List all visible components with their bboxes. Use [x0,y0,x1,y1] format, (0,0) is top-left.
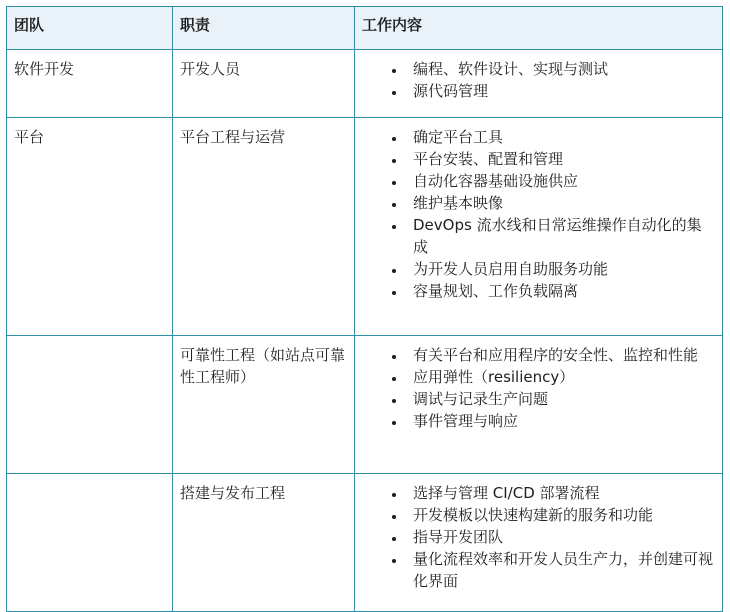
list-item: • 平台安装、配置和管理 [406,148,715,170]
work-cell [355,336,723,474]
header-team: 团队 [7,7,173,50]
header-work: 工作内容 [355,7,723,50]
list-item: • 开发模板以快速构建新的服务和功能 [406,504,715,526]
header-row [7,7,723,50]
list-item: • 确定平台工具 [406,126,715,148]
list-item: • DevOps 流水线和日常运维操作自动化的集成 [406,214,715,258]
list-item: • 源代码管理 [406,80,715,102]
list-item: • 量化流程效率和开发人员生产力，并创建可视化界面 [406,548,715,592]
list-item: • 应用弹性（resiliency） [406,366,715,388]
table-row-build-release [7,474,723,612]
table-row-platform [7,118,723,336]
work-cell [355,474,723,612]
table-body [7,50,723,612]
work-list [362,58,715,102]
list-item: • 维护基本映像 [406,192,715,214]
role-cell: 搭建与发布工程 [173,474,355,612]
list-item: • 选择与管理 CI/CD 部署流程 [406,482,715,504]
team-cell [7,336,173,474]
work-list [362,482,715,592]
role-cell: 开发人员 [173,50,355,118]
role-cell: 平台工程与运营 [173,118,355,336]
list-item: • 调试与记录生产问题 [406,388,715,410]
list-item: • 编程、软件设计、实现与测试 [406,58,715,80]
list-item: • 有关平台和应用程序的安全性、监控和性能 [406,344,715,366]
table-row-software-development [7,50,723,118]
header-role: 职责 [173,7,355,50]
table-row-reliability-engineering [7,336,723,474]
work-list [362,344,715,432]
role-cell: 可靠性工程（如站点可靠性工程师） [173,336,355,474]
work-cell [355,118,723,336]
list-item: • 容量规划、工作负载隔离 [406,280,715,302]
team-cell: 软件开发 [7,50,173,118]
list-item: • 为开发人员启用自助服务功能 [406,258,715,280]
list-item: • 指导开发团队 [406,526,715,548]
work-list [362,126,715,302]
table-header [7,7,723,50]
team-cell: 平台 [7,118,173,336]
team-cell [7,474,173,612]
responsibility-table [6,6,723,612]
responsibility-table-container [6,6,723,590]
work-cell [355,50,723,118]
list-item: • 自动化容器基础设施供应 [406,170,715,192]
list-item: • 事件管理与响应 [406,410,715,432]
